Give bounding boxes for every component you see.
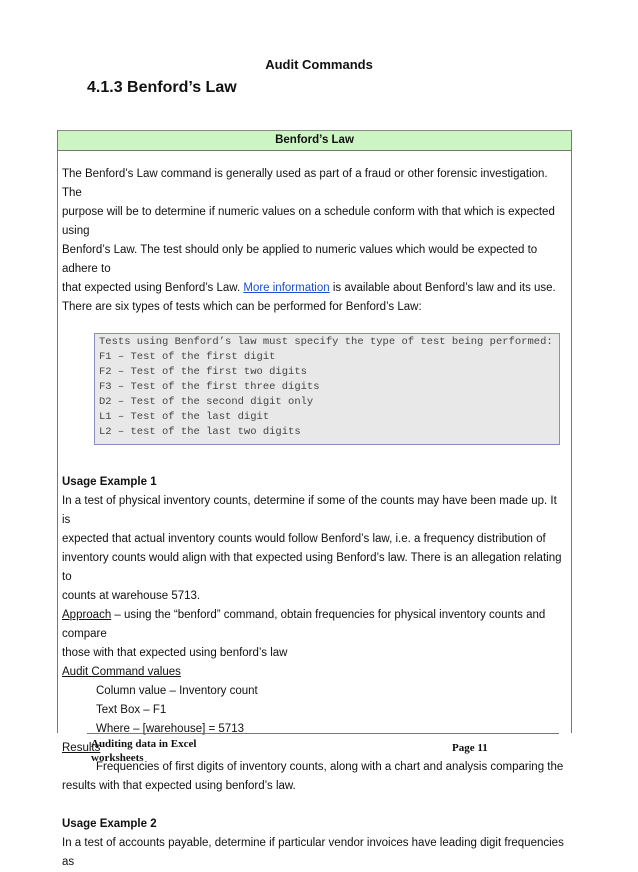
more-information-link[interactable]: More information bbox=[243, 282, 330, 294]
page-header-title: Audit Commands bbox=[265, 57, 373, 72]
footer-document-title bbox=[91, 737, 196, 765]
page-number: Page 11 bbox=[452, 742, 488, 754]
code-line: F1 – Test of the first digit bbox=[99, 351, 276, 363]
footer-title-line: Auditing data in Excel bbox=[91, 738, 197, 750]
example-line: counts at warehouse 5713. bbox=[62, 590, 201, 602]
audit-command-values-label: Audit Command values bbox=[62, 666, 181, 678]
intro-line: Benford’s Law. The test should only be applied to numeric values which would be expected to adhere to bbox=[62, 244, 538, 275]
section-heading: 4.1.3 Benford’s Law bbox=[87, 79, 237, 96]
footer-divider bbox=[87, 733, 559, 734]
code-line: L2 – test of the last two digits bbox=[99, 426, 301, 438]
intro-line: The Benford’s Law command is generally used as part of a fraud or other forensic investigation. The bbox=[62, 168, 548, 199]
results-label: Results bbox=[62, 742, 101, 754]
approach-line bbox=[62, 606, 567, 644]
example-line: inventory counts would align with that expected using Benford’s law. There is an allegation relating to bbox=[62, 552, 562, 583]
intro-line: There are six types of tests which can be performed for Benford’s Law: bbox=[62, 301, 422, 313]
box-content bbox=[58, 165, 571, 872]
acv-item: Where – [warehouse] = 5713 bbox=[96, 723, 244, 735]
results-line: results with that expected using benford’s law. bbox=[62, 780, 296, 792]
intro-text: that expected using Benford’s Law. bbox=[62, 282, 244, 294]
acv-item: Column value – Inventory count bbox=[96, 685, 258, 697]
example-line: In a test of physical inventory counts, determine if some of the counts may have been made up. It is bbox=[62, 495, 557, 526]
example-line: expected that actual inventory counts would follow Benford’s law, i.e. a frequency distribution of bbox=[62, 533, 546, 545]
results-line: Frequencies of first digits of inventory counts, along with a chart and analysis comparing the bbox=[96, 761, 564, 773]
intro-text: is available about Benford’s law and its use. bbox=[329, 282, 556, 294]
code-line: L1 – Test of the last digit bbox=[99, 411, 270, 423]
code-line: F3 – Test of the first three digits bbox=[99, 381, 320, 393]
intro-line bbox=[62, 279, 567, 298]
approach-label: Approach bbox=[62, 609, 112, 621]
code-line: Tests using Benford’s law must specify the type of test being performed: bbox=[99, 336, 553, 348]
intro-line: purpose will be to determine if numeric values on a schedule conform with that which is expected using bbox=[62, 206, 555, 237]
test-types-code-block bbox=[94, 333, 560, 445]
code-line: F2 – Test of the first two digits bbox=[99, 366, 307, 378]
footer-title-line: worksheets bbox=[91, 752, 144, 764]
approach-line: those with that expected using benford’s law bbox=[62, 647, 288, 659]
intro-paragraph bbox=[62, 165, 567, 317]
box-title: Benford’s Law bbox=[58, 131, 571, 151]
approach-text: – using the “benford” command, obtain frequencies for physical inventory counts and compare bbox=[62, 609, 546, 640]
usage-example-2-title: Usage Example 2 bbox=[62, 818, 157, 830]
acv-item: Text Box – F1 bbox=[96, 704, 167, 716]
usage-example-2 bbox=[62, 815, 567, 872]
example-line: In a test of accounts payable, determine if particular vendor invoices have leading digit frequencies as bbox=[62, 837, 564, 868]
code-line: D2 – Test of the second digit only bbox=[99, 396, 314, 408]
usage-example-1-title: Usage Example 1 bbox=[62, 476, 157, 488]
